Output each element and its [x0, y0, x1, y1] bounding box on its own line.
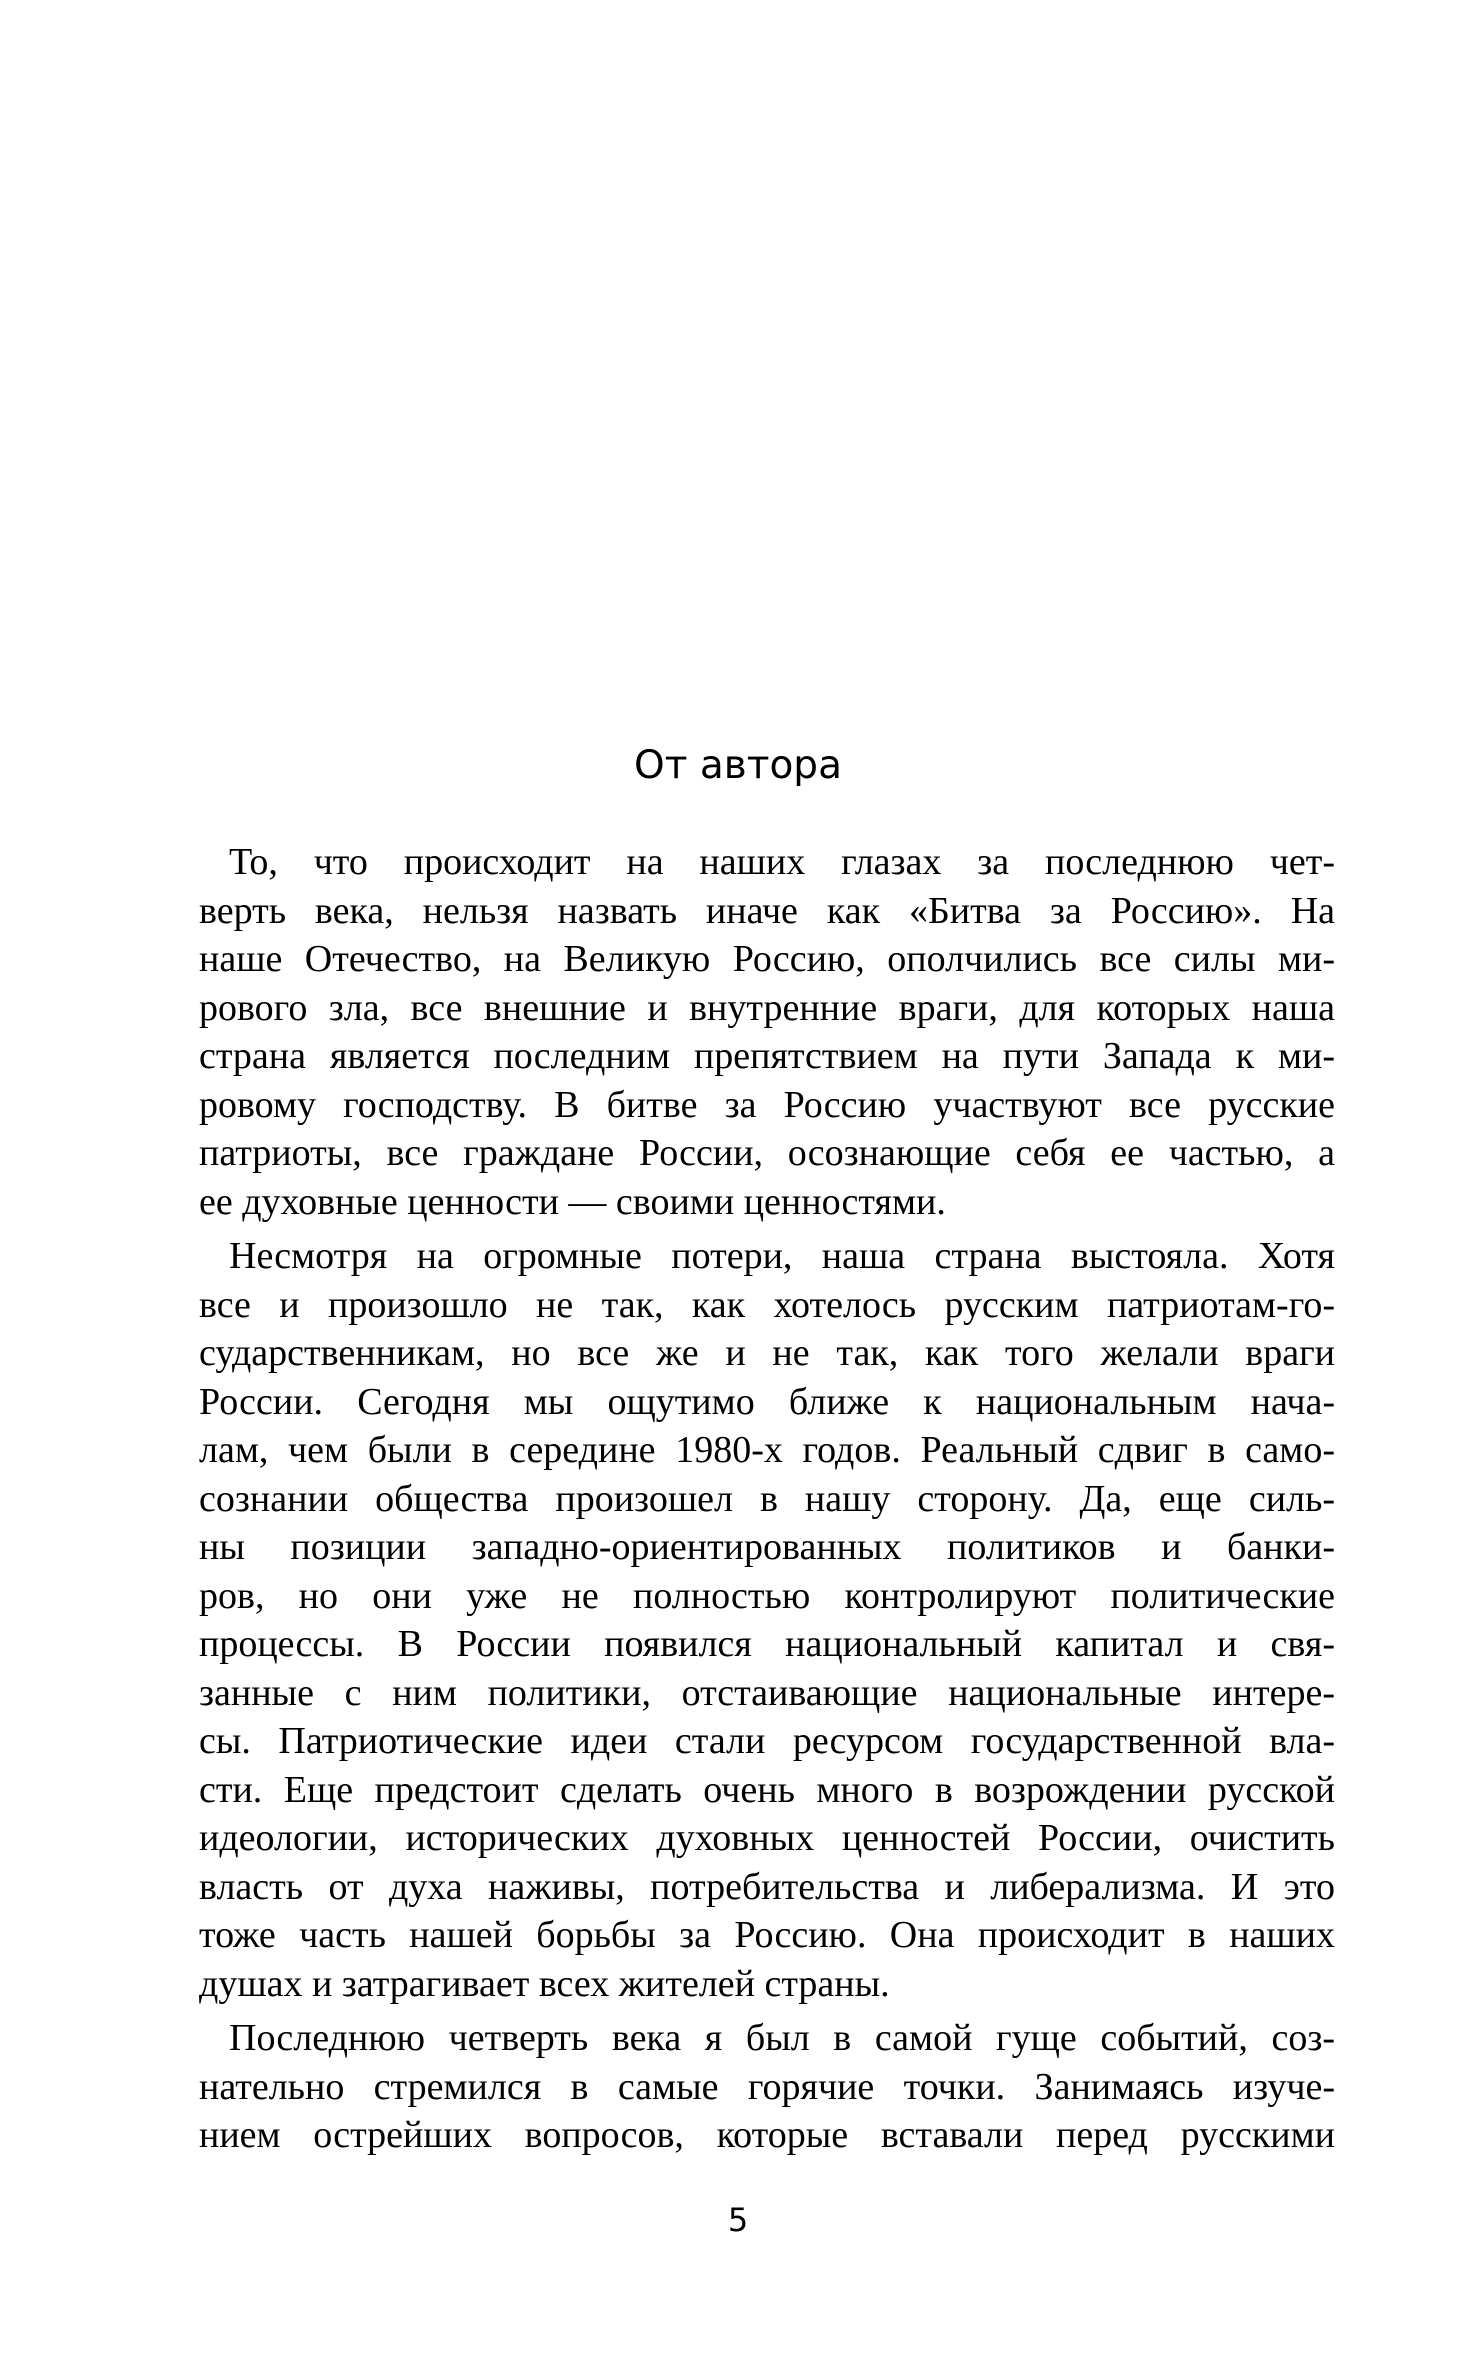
- text-line: сти. Еще предстоит сделать очень много в возрождении русской: [199, 1768, 1335, 1811]
- text-line: Несмотря на огромные потери, наша страна выстояла. Хотя: [229, 1235, 1335, 1277]
- text-line: душах и затрагивает всех жителей страны.: [199, 1962, 890, 2005]
- text-line: сы. Патриотические идеи стали ресурсом государственной вла-: [199, 1720, 1335, 1762]
- text-line: верть века, нельзя назвать иначе как «Битва за Россию». На: [199, 889, 1335, 932]
- paragraph-1: [199, 838, 1335, 1226]
- text-line: ровому господству. В битве за Россию участвуют все русские: [199, 1083, 1335, 1126]
- text-line: ее духовные ценности — своими ценностями.: [199, 1180, 946, 1223]
- text-line: все и произошло не так, как хотелось русским патриотам-го-: [199, 1283, 1335, 1326]
- text-line: наше Отечество, на Великую Россию, ополчились все силы ми-: [199, 938, 1335, 980]
- text-line: лам, чем были в середине 1980-х годов. Реальный сдвиг в само-: [199, 1429, 1335, 1471]
- body-text: [199, 838, 1335, 2160]
- text-line: нательно стремился в самые горячие точки. Занимаясь изуче-: [199, 2065, 1335, 2108]
- text-line: ров, но они уже не полностью контролируют политические: [199, 1574, 1335, 1617]
- page-number: 5: [727, 2201, 749, 2239]
- text-line: рового зла, все внешние и внутренние враги, для которых наша: [199, 986, 1335, 1029]
- text-line: страна является последним препятствием на пути Запада к ми-: [199, 1035, 1335, 1077]
- text-line: патриоты, все граждане России, осознающие себя ее частью, а: [199, 1132, 1335, 1174]
- text-line: процессы. В России появился национальный капитал и свя-: [199, 1623, 1335, 1665]
- paragraph-2: [199, 1232, 1335, 2008]
- text-line: занные с ним политики, отстаивающие национальные интере-: [199, 1671, 1335, 1714]
- text-line: сударственникам, но все же и не так, как того желали враги: [199, 1332, 1335, 1374]
- text-line: России. Сегодня мы ощутимо ближе к национальным нача-: [199, 1380, 1335, 1423]
- text-line: сознании общества произошел в нашу сторону. Да, еще силь-: [199, 1477, 1335, 1520]
- text-line: идеологии, исторических духовных ценностей России, очистить: [199, 1817, 1335, 1859]
- text-line: То, что происходит на наших глазах за последнюю чет-: [229, 841, 1335, 883]
- text-line: Последнюю четверть века я был в самой гуще событий, соз-: [229, 2017, 1335, 2059]
- section-heading: От автора: [634, 743, 842, 788]
- text-line: власть от духа наживы, потребительства и либерализма. И это: [199, 1865, 1335, 1908]
- text-line: ны позиции западно-ориентированных политиков и банки-: [199, 1526, 1335, 1568]
- text-line: нием острейших вопросов, которые вставали перед русскими: [199, 2114, 1335, 2156]
- paragraph-3: [199, 2014, 1335, 2160]
- text-line: тоже часть нашей борьбы за Россию. Она происходит в наших: [199, 1914, 1335, 1956]
